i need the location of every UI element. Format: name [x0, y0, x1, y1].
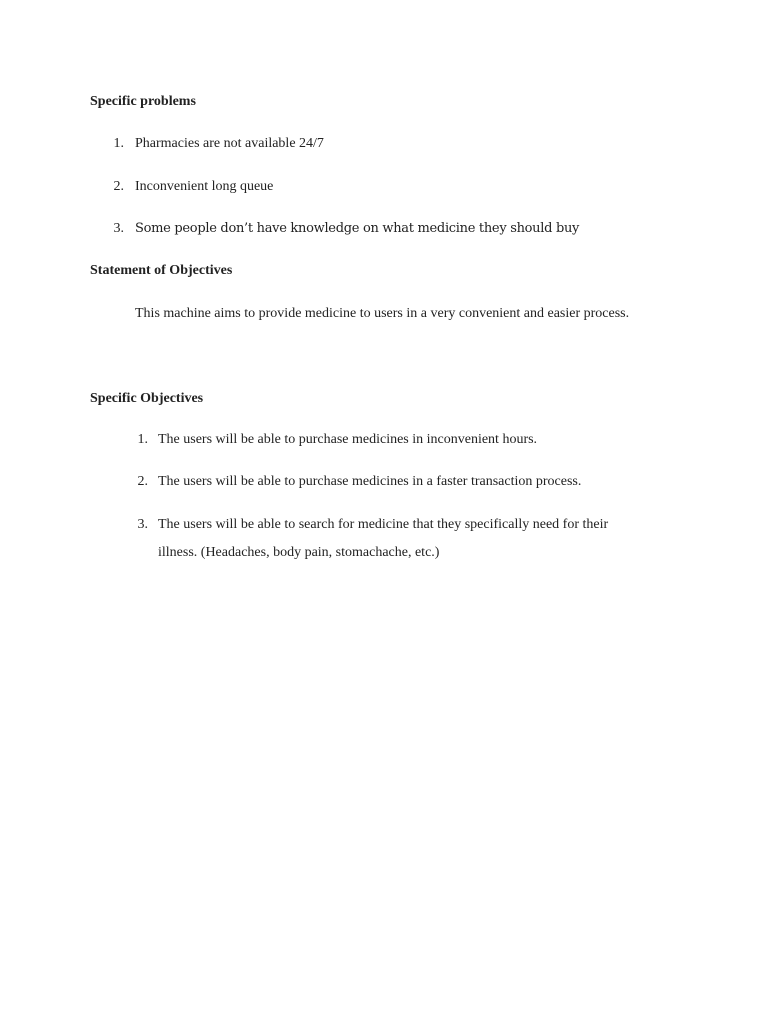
objective-3-number: 3.: [137, 517, 148, 532]
specific-problems-heading: Specific problems: [90, 94, 196, 109]
problem-2-number: 2.: [113, 179, 124, 194]
objective-3-text-line-1: The users will be able to search for medicine that they specifically need for their: [158, 517, 609, 532]
problem-2-text: Inconvenient long queue: [135, 179, 274, 194]
specific-objectives-heading: Specific Objectives: [90, 391, 204, 406]
statement-of-objectives-heading: Statement of Objectives: [90, 263, 233, 278]
problem-1-text: Pharmacies are not available 24/7: [135, 136, 324, 151]
objective-3-text-line-2: illness. (Headaches, body pain, stomachache, etc.): [158, 545, 440, 560]
objective-1-text: The users will be able to purchase medicines in inconvenient hours.: [158, 432, 538, 447]
objective-2-text: The users will be able to purchase medicines in a faster transaction process.: [158, 474, 582, 489]
objective-2-number: 2.: [137, 474, 148, 489]
problem-3-number: 3.: [113, 221, 124, 236]
problem-1-number: 1.: [113, 136, 124, 151]
problem-3-text: Some people don’t have knowledge on what medicine they should buy: [135, 221, 580, 236]
objective-1-number: 1.: [137, 432, 148, 447]
statement-text: This machine aims to provide medicine to users in a very convenient and easier process.: [135, 306, 630, 321]
